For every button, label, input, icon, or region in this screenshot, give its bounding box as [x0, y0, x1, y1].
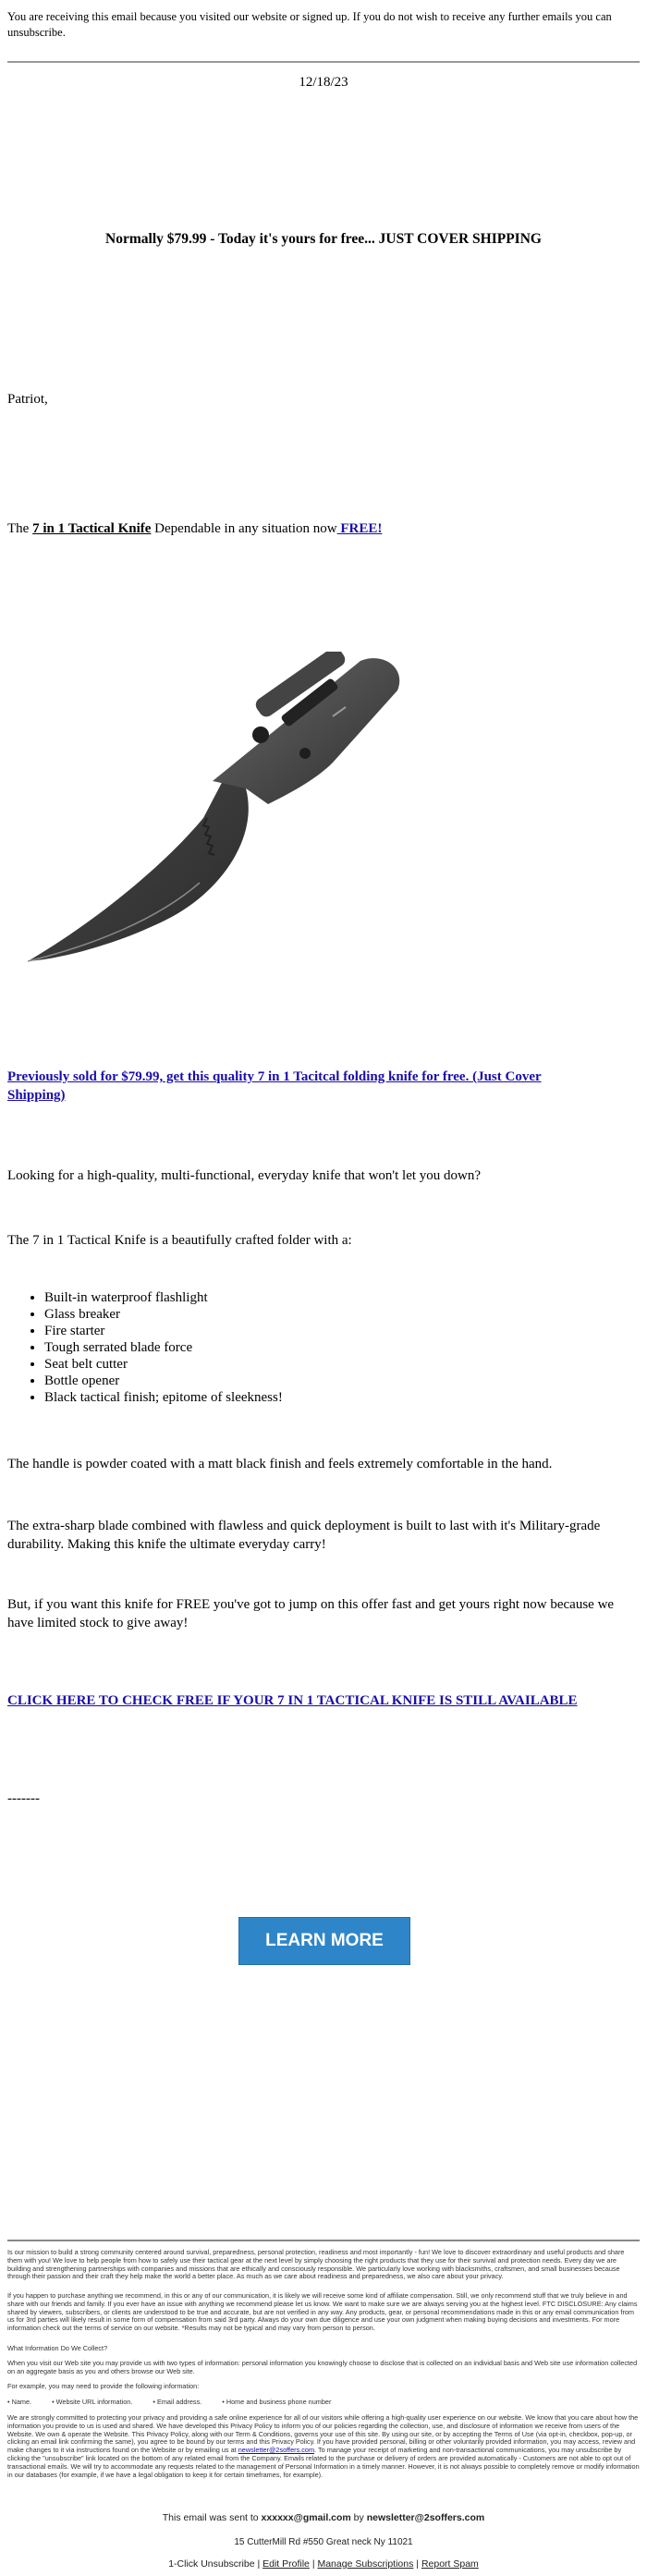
email-date: 12/18/23	[299, 75, 348, 90]
sent-mid: by	[350, 2512, 367, 2523]
cta-paragraph	[7, 1691, 636, 1710]
footer-links	[0, 2558, 647, 2570]
list-item: • Glass breaker	[44, 1306, 599, 1323]
list-item: • Black tactical finish; epitome of sleekness!	[44, 1389, 599, 1406]
privacy-body: We are strongly committed to protecting your privacy and providing a safe online experience for all of our visitors while offering a high-quality user experience on our website. We know that you care about how the information you provide to us is used and shared. We have developed this Privacy Policy to inform you of our policies regarding the collection, use, and disclosure of information we receive from users of the Website. We own & operate the Website. This Privacy Policy, along with our Term & Conditions, governs your use of this site. By using our site, or by accepting the Terms of Use (via opt-in, checkbox, pop-up, or clicking an email link confirming the same), you agree to be bound by our terms and this Privacy Policy. If you have provided personal, billing or other voluntarily provided information, you may access, review and make changes to it via instructions found on the Website or by emailing us at	[7, 2413, 639, 2455]
collect-desc: When you visit our Web site you may provide us with two types of information: personal information you knowingly choose to disclose that is collected on an individual basis and Web site use information collected on an aggregate basis as you and others browse our Web site.	[7, 2359, 638, 2375]
mission-text: Is our mission to build a strong community centered around survival, preparedness, personal protection, readiness and most importantly - fun! We love to discover extraordinary and useful products and share them with you! We love to help people from how to safely use their tactical gear at the next level by simply choosing the right products that they use for their survival and protection needs. Every day we are building and strengthening partnerships with companies and missions that are ethically and consciously responsible. We particularly love working with blacksmiths, craftsmen, and small businesses because through their passion and their craft they help make the world a better place. As much as we care about readiness and preparedness, we also care about your privacy.	[7, 2248, 625, 2281]
manage-subscriptions-link[interactable]: Manage Subscriptions	[317, 2558, 414, 2570]
urgency-text: But, if you want this knife for FREE you've got to jump on this offer fast and get yours right now because we have limited stock to give away!	[7, 1597, 615, 1630]
question-text: Looking for a high-quality, multi-functional, everyday knife that won't let you down?	[7, 1168, 482, 1183]
intro-line	[7, 519, 636, 538]
sender-email: newsletter@2soffers.com	[366, 2512, 485, 2523]
list-item: • Seat belt cutter	[44, 1356, 599, 1373]
postal-address: 15 CutterMill Rd #550 Great neck Ny 11021	[234, 2537, 413, 2547]
handle-text: The handle is powder coated with a matt black finish and feels extremely comfortable in the hand.	[7, 1457, 553, 1471]
list-item: • Bottle opener	[44, 1373, 599, 1389]
promo-link[interactable]: Previously sold for $79.99, get this quality 7 in 1 Tacitcal folding knife for free. (Just Cover Shipping)	[7, 1069, 542, 1103]
list-item: • Tough serrated blade force	[44, 1339, 599, 1356]
link-separator: |	[413, 2558, 421, 2570]
blade-text: The extra-sharp blade combined with flawless and quick deployment is built to last with it's Military-grade durability. Making this knife the ultimate everyday carry!	[7, 1519, 601, 1552]
sent-line	[0, 2512, 647, 2523]
unsubscribe-notice: You are receiving this email because you visited our website or signed up. If you do not wish to receive any further emails you can unsubscribe.	[7, 10, 612, 39]
privacy-tail: . To manage your receipt of marketing and non-transactional communications, you may unsubscribe by clicking the "unsubscribe" link located on the bottom of any related email from the Company. Emails related to the purchase or delivery of orders are provided automatically - Customers are not able to opt out of transactional emails. We will try to accommodate any requests related to the management of Personal Information in a timely manner. However, it is not always possible to completely remove or modify information in our databases (for example, if we have a legal obligation to keep it for certain timeframes, for example).	[7, 2446, 640, 2479]
list-item: • Home and business phone number	[222, 2398, 332, 2406]
unsubscribe-link[interactable]: 1-Click Unsubscribe	[168, 2558, 255, 2570]
collect-title: What Information Do We Collect?	[7, 2344, 108, 2352]
product-name-link[interactable]: 7 in 1 Tactical Knife	[32, 521, 152, 536]
privacy-email-link[interactable]: newsletter@2soffers.com	[238, 2446, 315, 2455]
list-item: • Email address.	[153, 2398, 202, 2406]
privacy-text	[7, 2414, 640, 2479]
sent-prefix: This email was sent to	[162, 2512, 262, 2523]
cta-link[interactable]: CLICK HERE TO CHECK FREE IF YOUR 7 IN 1 TACTICAL KNIFE IS STILL AVAILABLE	[7, 1693, 578, 1708]
free-link[interactable]: FREE!	[336, 521, 383, 536]
list-item: • Fire starter	[44, 1323, 599, 1339]
header-divider	[7, 61, 640, 63]
list-item: • Name.	[7, 2398, 32, 2406]
list-item: • Website URL information.	[52, 2398, 133, 2406]
promo-paragraph	[7, 1068, 580, 1105]
divider-text: -------	[7, 1791, 40, 1806]
link-separator: |	[254, 2558, 263, 2570]
disclosure-text: If you happen to purchase anything we recommend, in this or any of our communication, it is likely we will receive some kind of affiliate compensation. Still, we only recommend stuff that we truly believe in and share with our friends and family. If you ever have an issue with anything we recommend please let us know. We want to make sure we are always serving you at the highest level. FTC DISCLOSURE: Any claims shared by viewers, subscribers, or clients are understood to be true and accurate, but are not verified in any way. Any products, gear, or personal recommendations made in this or any email communication from us for 3rd parties will likely result in some form of compensation from said 3rd party. Always do your own due diligence and use your own judgment when making buying decisions and investments. For more information check out the terms of service on our website. *Results may not be typical and may vary from person to person.	[7, 2291, 638, 2333]
collect-list	[7, 2399, 640, 2407]
offer-headline: Normally $79.99 - Today it's yours for free... JUST COVER SHIPPING	[105, 231, 542, 247]
list-item: • Built-in waterproof flashlight	[44, 1289, 599, 1306]
intro-prefix: The	[7, 521, 33, 536]
report-spam-link[interactable]: Report Spam	[421, 2558, 479, 2570]
greeting: Patriot,	[7, 392, 48, 407]
edit-profile-link[interactable]: Edit Profile	[262, 2558, 310, 2570]
learn-more-button[interactable]: LEARN MORE	[238, 1917, 410, 1965]
recipient-email: xxxxxx@gmail.com	[261, 2512, 351, 2523]
tactical-knife-image[interactable]	[28, 652, 462, 966]
feature-list	[7, 1289, 599, 1406]
footer-divider	[7, 2240, 640, 2241]
intro-mid: Dependable in any situation now	[151, 521, 337, 536]
folder-intro: The 7 in 1 Tactical Knife is a beautifully crafted folder with a:	[7, 1233, 352, 1248]
link-separator: |	[309, 2558, 318, 2570]
collect-example: For example, you may need to provide the following information:	[7, 2382, 200, 2390]
